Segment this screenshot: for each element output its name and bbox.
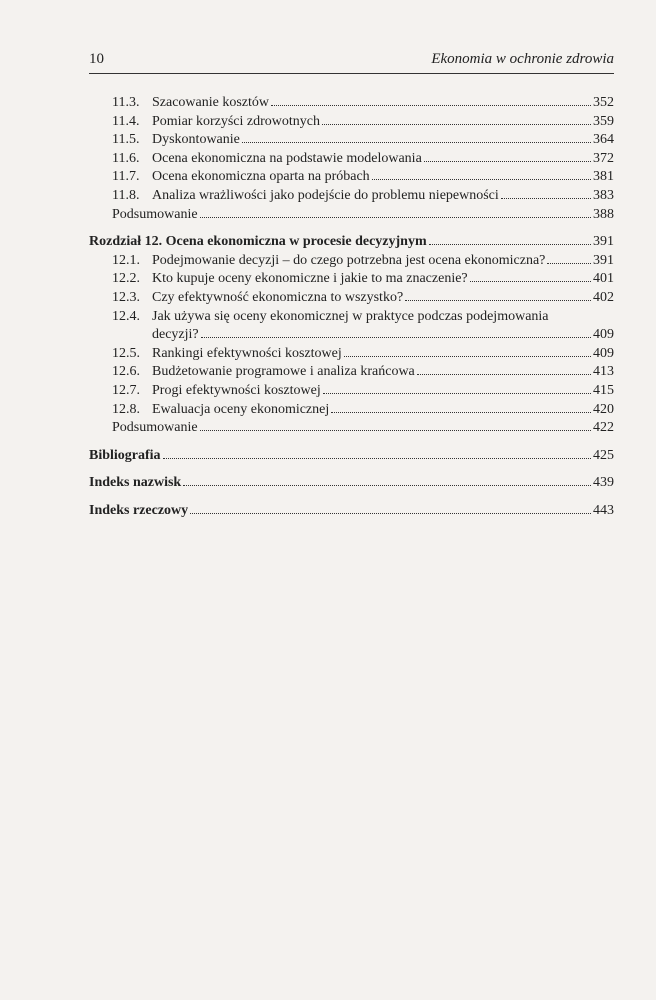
toc-entry-summary-12 (89, 419, 614, 438)
toc-entry-11-4 (89, 113, 614, 132)
toc-index-subjects (89, 502, 614, 521)
toc-entry-11-5 (89, 131, 614, 150)
toc-title: Jak używa się oceny ekonomicznej w praktyce podczas podejmowania (152, 308, 549, 324)
toc-page: 413 (593, 364, 614, 380)
toc-leader (271, 105, 591, 106)
toc-title: Szacowanie kosztów (152, 95, 270, 110)
toc-leader (200, 217, 591, 218)
toc-leader (242, 142, 591, 143)
toc-entry-11-7 (89, 168, 614, 187)
toc-leader (322, 124, 591, 125)
toc-entry-12-3 (89, 289, 614, 308)
toc-entry-12-6 (89, 363, 614, 382)
toc-page: 443 (593, 502, 614, 518)
toc-bibliography (89, 447, 614, 466)
toc-leader (470, 281, 591, 282)
toc-leader (200, 430, 591, 431)
toc-page: 381 (593, 169, 614, 185)
toc-index-names (89, 474, 614, 493)
toc-page: 364 (593, 132, 614, 148)
toc-page: 391 (593, 234, 614, 250)
toc-number: 12.5. (112, 345, 140, 361)
toc-number: 11.6. (112, 150, 140, 166)
toc-title: Indeks nazwisk (89, 475, 182, 491)
toc-title: Podsumowanie (112, 420, 198, 436)
toc-entry-12-4-continued (89, 326, 614, 345)
toc-title: Pomiar korzyści zdrowotnych (152, 113, 320, 129)
toc-number: 12.6. (112, 364, 140, 380)
toc-entry-12-1 (89, 252, 614, 271)
toc-page: 422 (593, 420, 614, 436)
toc-leader (429, 244, 591, 245)
toc-page: 420 (593, 401, 614, 417)
toc-page: 425 (593, 447, 614, 463)
toc-chapter-12 (89, 233, 614, 252)
toc-number: 12.8. (112, 401, 140, 417)
toc-entry-11-3 (89, 94, 614, 113)
toc-number: 12.1. (112, 252, 140, 268)
toc-number: 11.3. (112, 95, 140, 110)
toc-page: 439 (593, 475, 614, 491)
toc-leader (331, 412, 591, 413)
toc-title: Rankingi efektywności kosztowej (152, 345, 342, 361)
toc-leader (547, 263, 591, 264)
toc-title: Indeks rzeczowy (89, 502, 189, 518)
toc-page: 359 (593, 113, 614, 129)
toc-leader (501, 198, 591, 199)
toc-entry-12-4 (89, 308, 614, 327)
toc-number: 11.5. (112, 132, 140, 148)
running-title: Ekonomia w ochronie zdrowia (431, 51, 614, 67)
toc-page: 409 (593, 327, 614, 343)
toc-page: 391 (593, 252, 614, 268)
toc-page: 372 (593, 150, 614, 166)
toc-title: Podejmowanie decyzji – do czego potrzebna jest ocena ekonomiczna? (152, 252, 546, 268)
toc-page: 401 (593, 271, 614, 287)
toc-number: 12.3. (112, 289, 140, 305)
toc-leader (163, 458, 591, 459)
toc-leader (201, 337, 591, 338)
toc-number: 12.4. (112, 308, 140, 324)
toc-title: Progi efektywności kosztowej (152, 382, 321, 398)
toc-leader (323, 393, 591, 394)
toc-page: 388 (593, 206, 614, 222)
toc-title: Kto kupuje oceny ekonomiczne i jakie to ma znaczenie? (152, 271, 468, 287)
toc-title: Ewaluacja oceny ekonomicznej (152, 401, 330, 417)
page-header (89, 51, 614, 74)
toc-title: Ocena ekonomiczna na podstawie modelowania (152, 150, 422, 166)
toc-leader (417, 374, 591, 375)
toc-title: Dyskontowanie (152, 132, 240, 148)
toc-leader (405, 300, 591, 301)
page-number: 10 (89, 51, 104, 67)
toc-entry-12-7 (89, 382, 614, 401)
toc-leader (424, 161, 591, 162)
toc-title: Analiza wrażliwości jako podejście do problemu niepewności (152, 187, 499, 203)
toc-title: Ocena ekonomiczna oparta na próbach (152, 169, 370, 185)
toc-page: 383 (593, 187, 614, 203)
toc-entry-11-8 (89, 187, 614, 206)
toc-entry-summary-11 (89, 206, 614, 225)
toc-number: 12.2. (112, 271, 140, 287)
toc-entry-12-2 (89, 270, 614, 289)
toc-page: 402 (593, 289, 614, 305)
toc-chapter-title: Rozdział 12. Ocena ekonomiczna w procesie decyzyjnym (89, 234, 427, 250)
table-of-contents (89, 94, 614, 520)
toc-number: 12.7. (112, 382, 140, 398)
toc-title: Czy efektywność ekonomiczna to wszystko? (152, 289, 404, 305)
toc-title: Bibliografia (89, 447, 161, 463)
toc-leader (372, 179, 591, 180)
toc-title: Podsumowanie (112, 206, 198, 222)
toc-leader (183, 485, 591, 486)
toc-entry-11-6 (89, 150, 614, 169)
toc-page: 409 (593, 345, 614, 361)
toc-page: 352 (593, 95, 614, 110)
toc-entry-12-8 (89, 401, 614, 420)
toc-number: 11.4. (112, 113, 140, 129)
toc-title: decyzji? (152, 327, 199, 343)
toc-page: 415 (593, 382, 614, 398)
toc-leader (344, 356, 591, 357)
toc-number: 11.7. (112, 169, 140, 185)
toc-entry-12-5 (89, 345, 614, 364)
toc-title: Budżetowanie programowe i analiza krańcowa (152, 364, 415, 380)
toc-number: 11.8. (112, 187, 140, 203)
toc-leader (190, 513, 591, 514)
